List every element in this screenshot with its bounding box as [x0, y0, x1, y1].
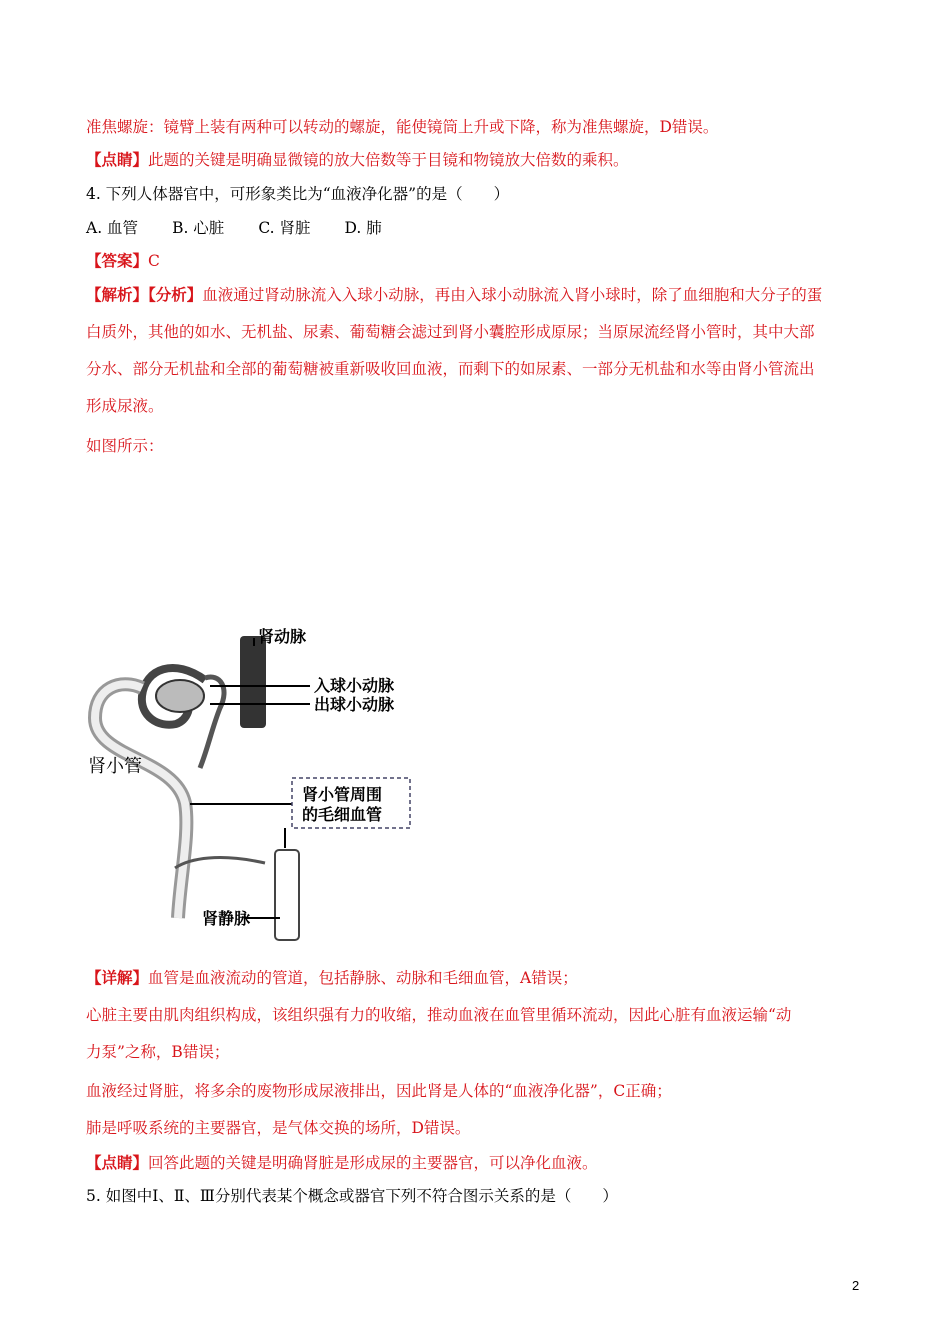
- detail-line-1: [86, 968, 578, 988]
- label-capillary-1: 肾小管周围: [302, 785, 383, 804]
- label-capillary-2: 的毛细血管: [302, 805, 383, 824]
- detail-text-1: 血管是血液流动的管道，包括静脉、动脉和毛细血管，A错误；: [148, 969, 578, 987]
- question-5: 5. 如图中Ⅰ、Ⅱ、Ⅲ分别代表某个概念或器官下列不符合图示关系的是（ ）: [86, 1187, 618, 1205]
- tip-text-2: 回答此题的关键是明确肾脏是形成尿的主要器官，可以净化血液。: [148, 1154, 598, 1172]
- analysis-text-1: 血液通过肾动脉流入入球小动脉，再由入球小动脉流入肾小球时，除了血细胞和大分子的蛋: [202, 286, 823, 304]
- renal-tubule: [95, 684, 186, 918]
- option-a: A. 血管: [86, 219, 139, 237]
- answer-tag: 【答案】: [86, 251, 149, 270]
- tip-tag-2: 【点睛】: [86, 1153, 149, 1172]
- analysis-tag: 【解析】【分析】: [86, 285, 203, 304]
- option-b: B. 心脏: [172, 219, 225, 237]
- detail-line-5: 肺是呼吸系统的主要器官，是气体交换的场所，D错误。: [86, 1119, 471, 1137]
- renal-artery-vessel: [240, 636, 266, 728]
- detail-line-2: 心脏主要由肌肉组织构成，该组织强有力的收缩，推动血液在血管里循环流动，因此心脏有血液运输“动: [86, 1006, 792, 1024]
- tip-tag: 【点睛】: [86, 150, 149, 169]
- figure-intro: 如图所示：: [86, 437, 164, 455]
- answer-value: C: [148, 252, 160, 270]
- detail-line-4: 血液经过肾脏，将多余的废物形成尿液排出，因此肾是人体的“血液净化器”，C正确；: [86, 1082, 672, 1100]
- question-4: 4. 下列人体器官中，可形象类比为“血液净化器”的是（ ）: [86, 185, 510, 203]
- detail-line-3: 力泵”之称，B错误；: [86, 1043, 230, 1061]
- analysis-line-2: 白质外，其他的如水、无机盐、尿素、葡萄糖会滤过到肾小囊腔形成原尿；当原尿流经肾小管时，其中大部: [86, 323, 815, 341]
- tip-text: 此题的关键是明确显微镜的放大倍数等于目镜和物镜放大倍数的乘积。: [148, 151, 629, 169]
- option-c: C. 肾脏: [258, 219, 311, 237]
- answer-line: [86, 251, 160, 271]
- renal-vein-vessel: [275, 850, 299, 940]
- analysis-line-1: [86, 285, 822, 305]
- detail-tag: 【详解】: [86, 968, 149, 987]
- label-afferent: 入球小动脉: [314, 676, 395, 695]
- label-tubule: 肾小管: [88, 756, 142, 777]
- tip-line: [86, 1153, 598, 1173]
- label-renal-vein: 肾静脉: [202, 909, 251, 928]
- analysis-line-3: 分水、部分无机盐和全部的葡萄糖被重新吸收回血液，而剩下的如尿素、一部分无机盐和水等由肾小管流出: [86, 360, 815, 378]
- label-renal-artery: 肾动脉: [258, 627, 307, 646]
- tip-line-prev: [86, 150, 629, 170]
- option-d: D. 肺: [344, 219, 382, 237]
- question-4-options: [86, 218, 416, 238]
- label-efferent: 出球小动脉: [314, 695, 395, 714]
- glomerulus: [156, 680, 204, 712]
- page-number: 2: [852, 1278, 860, 1293]
- nephron-diagram: [80, 618, 440, 948]
- text-line-1: 准焦螺旋：镜臂上装有两种可以转动的螺旋，能使镜筒上升或下降，称为准焦螺旋，D错误。: [86, 118, 719, 136]
- analysis-line-4: 形成尿液。: [86, 397, 164, 415]
- renal-tubule-inner: [95, 684, 186, 918]
